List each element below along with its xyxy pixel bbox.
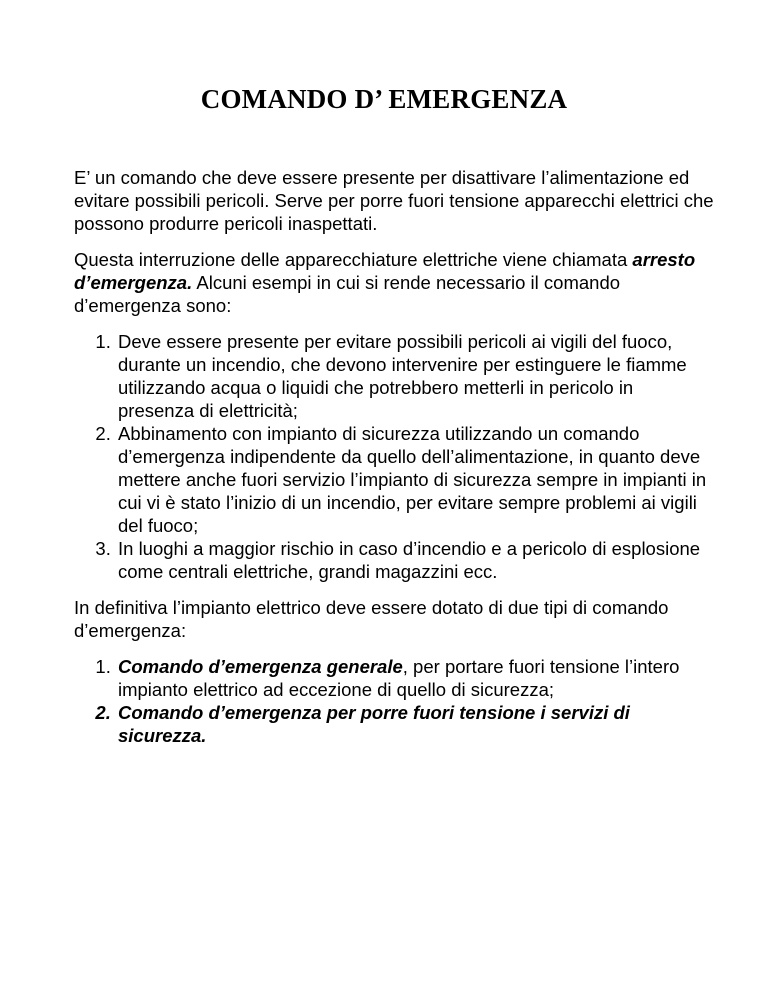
list-item <box>116 701 714 747</box>
list-item-text: , per portare fuori tensione l’intero impianto elettrico ad eccezione di quello di sicurezza; <box>118 656 680 700</box>
paragraph-conclusion: In definitiva l’impianto elettrico deve essere dotato di due tipi di comando d’emergenza: <box>74 597 669 641</box>
list-item-emphasis: Comando d’emergenza generale <box>118 656 403 677</box>
list-item: 2. Abbinamento con impianto di sicurezza utilizzando un comando d’emergenza indipendente da quello dell’alimentazione, in quanto deve mettere anche fuori servizio l’impianto di sicurezza sempre in impianti in cui vi è stato l’inizio di un incendio, per evitare sempre problemi ai vigili del fuoco; <box>116 422 714 537</box>
paragraph-definition <box>74 248 714 317</box>
document-body <box>74 166 714 760</box>
emphasis-arresto: arresto d’emergenza. <box>74 249 696 293</box>
examples-list <box>74 330 714 583</box>
list-item: 1. Deve essere presente per evitare possibili pericoli ai vigili del fuoco, durante un incendio, che devono intervenire per estinguere le fiamme utilizzando acqua o liquidi che potrebbero metterli in pericolo in presenza di elettricità; <box>116 330 714 422</box>
paragraph-definition-text-end: Alcuni esempi in cui si rende necessario il comando d’emergenza sono: <box>74 272 621 316</box>
paragraph-definition-text: Questa interruzione delle apparecchiature elettriche viene chiamata <box>74 249 633 270</box>
list-item-emphasis: Comando d’emergenza per porre fuori tensione i servizi di sicurezza. <box>118 702 630 746</box>
command-types-list <box>74 655 714 747</box>
paragraph-intro: E’ un comando che deve essere presente per disattivare l’alimentazione ed evitare possibili pericoli. Serve per porre fuori tensione apparecchi elettrici che possono produrre pericoli inaspettati. <box>74 167 714 234</box>
list-item: 3. In luoghi a maggior rischio in caso d’incendio e a pericolo di esplosione come centrali elettriche, grandi magazzini ecc. <box>116 537 714 583</box>
document-title: COMANDO D’ EMERGENZA <box>200 84 568 114</box>
list-item <box>116 655 714 701</box>
